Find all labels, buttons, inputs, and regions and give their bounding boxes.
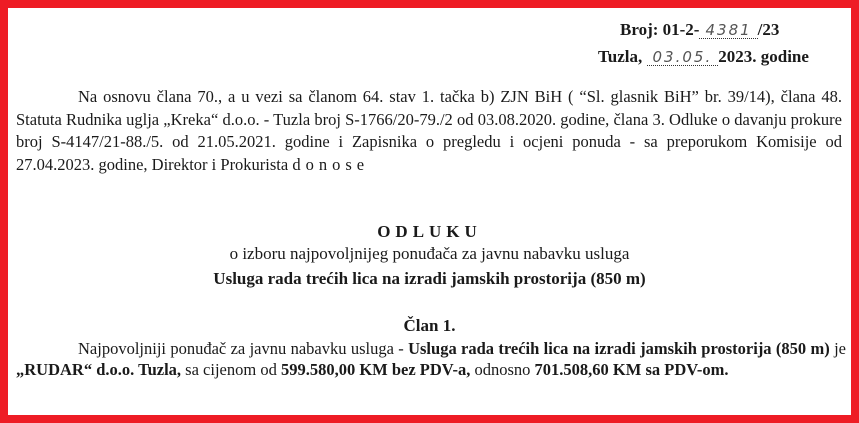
- article-1-service: Usluga rada trećih lica na izradi jamskih prostorija (850 m): [408, 339, 830, 358]
- document-date-prefix: Tuzla,: [598, 47, 647, 66]
- article-1-price-gross: 701.508,60 KM sa PDV-om.: [534, 360, 729, 379]
- intro-closing-word: donose: [292, 154, 370, 174]
- reference-number-prefix: Broj: 01-2-: [620, 20, 700, 39]
- document-date-suffix: 2023. godine: [718, 47, 809, 66]
- reference-number: [620, 20, 779, 40]
- article-1-text-1: Najpovoljniji ponuđač za javnu nabavku usluga -: [78, 339, 409, 358]
- article-1-text-4: odnosno: [470, 360, 535, 379]
- article-1-contractor: „RUDAR“ d.o.o. Tuzla,: [16, 360, 182, 379]
- handwritten-number: 4381: [699, 22, 757, 39]
- reference-number-suffix: /23: [757, 20, 780, 39]
- handwritten-date: 03.05.: [647, 49, 719, 66]
- article-1-price-net: 599.580,00 KM bez PDV-a,: [280, 360, 471, 379]
- article-1-text-2: je: [829, 339, 846, 358]
- intro-text: Na osnovu člana 70., a u vezi sa članom 64. stav 1. tačka b) ZJN BiH ( “Sl. glasnik BiH” br. 39/14), člana 48. Statuta Rudnika uglja „Kreka“ d.o.o. - Tuzla broj S-1766/20-79./2 od 03.08.2020. godine, člana 3. Odluke o davanju prokure broj S-4147/21-88./5. od 21.05.2021. godine i Zapisnika o pregledu i ocjeni ponuda - sa preporukom Komisije od 27.04.2023. godine, Direktor i Prokurista: [16, 87, 842, 174]
- decision-title: ODLUKU: [377, 222, 482, 241]
- decision-service: Usluga rada trećih lica na izradi jamskih prostorija (850 m): [213, 269, 646, 288]
- article-1-text-3: sa cijenom od: [181, 360, 281, 379]
- intro-paragraph: [16, 86, 842, 176]
- article-1-body: [16, 338, 846, 380]
- document-date: [598, 47, 809, 67]
- decision-subtitle: o izboru najpovoljnijeg ponuđača za javnu nabavku usluga: [229, 244, 630, 263]
- article-1-heading: Član 1.: [403, 316, 456, 335]
